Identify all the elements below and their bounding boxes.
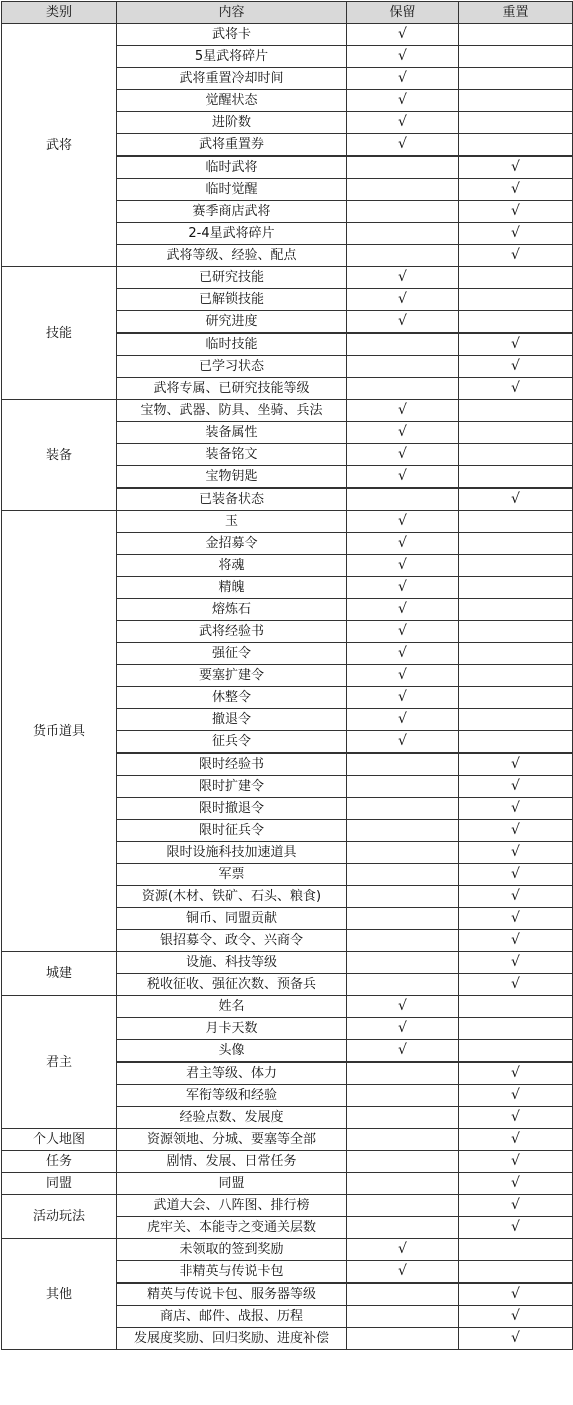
category-cell: 任务	[2, 1151, 117, 1173]
reset-cell: √	[459, 842, 573, 864]
keep-cell	[347, 842, 459, 864]
reset-cell	[459, 289, 573, 311]
keep-cell	[347, 974, 459, 996]
reset-cell: √	[459, 156, 573, 179]
keep-cell	[347, 753, 459, 776]
content-cell: 觉醒状态	[117, 90, 347, 112]
keep-cell	[347, 1283, 459, 1306]
content-cell: 头像	[117, 1040, 347, 1063]
content-cell: 军票	[117, 864, 347, 886]
reset-cell: √	[459, 201, 573, 223]
content-cell: 铜币、同盟贡献	[117, 908, 347, 930]
content-cell: 限时扩建令	[117, 776, 347, 798]
keep-cell	[347, 886, 459, 908]
reset-cell	[459, 134, 573, 157]
content-cell: 宝物、武器、防具、坐骑、兵法	[117, 400, 347, 422]
category-cell: 货币道具	[2, 511, 117, 952]
content-cell: 限时征兵令	[117, 820, 347, 842]
content-cell: 资源(木材、铁矿、石头、粮食)	[117, 886, 347, 908]
reset-cell: √	[459, 223, 573, 245]
content-cell: 5星武将碎片	[117, 46, 347, 68]
content-cell: 赛季商店武将	[117, 201, 347, 223]
content-cell: 同盟	[117, 1173, 347, 1195]
content-cell: 撤退令	[117, 709, 347, 731]
keep-cell	[347, 378, 459, 400]
keep-cell	[347, 1085, 459, 1107]
keep-cell: √	[347, 665, 459, 687]
reset-cell	[459, 511, 573, 533]
reset-cell	[459, 444, 573, 466]
content-cell: 已学习状态	[117, 356, 347, 378]
keep-cell: √	[347, 134, 459, 157]
content-cell: 武道大会、八阵图、排行榜	[117, 1195, 347, 1217]
keep-cell	[347, 356, 459, 378]
keep-cell: √	[347, 1239, 459, 1261]
reset-cell: √	[459, 1173, 573, 1195]
keep-cell: √	[347, 90, 459, 112]
reset-cell	[459, 68, 573, 90]
keep-cell: √	[347, 24, 459, 46]
keep-cell: √	[347, 709, 459, 731]
reset-cell: √	[459, 798, 573, 820]
reset-cell	[459, 24, 573, 46]
content-cell: 装备属性	[117, 422, 347, 444]
keep-cell	[347, 179, 459, 201]
keep-cell	[347, 223, 459, 245]
content-cell: 资源领地、分城、要塞等全部	[117, 1129, 347, 1151]
reset-cell: √	[459, 820, 573, 842]
keep-cell	[347, 1151, 459, 1173]
reset-cell	[459, 577, 573, 599]
content-cell: 已研究技能	[117, 267, 347, 289]
reset-cell	[459, 112, 573, 134]
keep-cell	[347, 201, 459, 223]
keep-cell	[347, 1328, 459, 1350]
content-cell: 未领取的签到奖励	[117, 1239, 347, 1261]
header-keep: 保留	[347, 2, 459, 24]
content-cell: 武将经验书	[117, 621, 347, 643]
content-cell: 武将重置券	[117, 134, 347, 157]
keep-cell	[347, 1062, 459, 1085]
content-cell: 临时技能	[117, 333, 347, 356]
content-cell: 武将卡	[117, 24, 347, 46]
keep-cell	[347, 156, 459, 179]
content-cell: 武将等级、经验、配点	[117, 245, 347, 267]
category-cell: 个人地图	[2, 1129, 117, 1151]
reset-cell	[459, 731, 573, 754]
keep-cell	[347, 820, 459, 842]
table-row	[2, 1195, 573, 1217]
reset-cell: √	[459, 1107, 573, 1129]
keep-cell	[347, 930, 459, 952]
reset-cell: √	[459, 952, 573, 974]
reset-cell	[459, 1040, 573, 1063]
keep-cell	[347, 488, 459, 511]
reset-cell	[459, 709, 573, 731]
content-cell: 税收征收、强征次数、预备兵	[117, 974, 347, 996]
reset-cell	[459, 267, 573, 289]
category-cell: 武将	[2, 24, 117, 267]
reset-cell: √	[459, 776, 573, 798]
table-row	[2, 24, 573, 46]
keep-cell: √	[347, 599, 459, 621]
table-row	[2, 1129, 573, 1151]
reset-cell: √	[459, 908, 573, 930]
table-row	[2, 400, 573, 422]
category-cell: 其他	[2, 1239, 117, 1350]
keep-cell: √	[347, 643, 459, 665]
reset-cell	[459, 466, 573, 489]
keep-cell	[347, 333, 459, 356]
content-cell: 熔炼石	[117, 599, 347, 621]
content-cell: 剧情、发展、日常任务	[117, 1151, 347, 1173]
keep-cell: √	[347, 621, 459, 643]
reset-cell	[459, 46, 573, 68]
keep-cell: √	[347, 422, 459, 444]
content-cell: 金招募令	[117, 533, 347, 555]
keep-cell	[347, 1173, 459, 1195]
content-cell: 已装备状态	[117, 488, 347, 511]
reset-cell	[459, 687, 573, 709]
content-cell: 装备铭文	[117, 444, 347, 466]
table-row	[2, 511, 573, 533]
keep-cell: √	[347, 1261, 459, 1284]
category-cell: 装备	[2, 400, 117, 511]
content-cell: 武将重置冷却时间	[117, 68, 347, 90]
content-cell: 银招募令、政令、兴商令	[117, 930, 347, 952]
header-category: 类别	[2, 2, 117, 24]
category-cell: 技能	[2, 267, 117, 400]
keep-cell	[347, 245, 459, 267]
reset-cell	[459, 1239, 573, 1261]
retention-table	[1, 1, 573, 1350]
header-content: 内容	[117, 2, 347, 24]
reset-cell: √	[459, 1062, 573, 1085]
content-cell: 非精英与传说卡包	[117, 1261, 347, 1284]
reset-cell	[459, 533, 573, 555]
keep-cell: √	[347, 555, 459, 577]
keep-cell: √	[347, 533, 459, 555]
content-cell: 姓名	[117, 996, 347, 1018]
content-cell: 君主等级、体力	[117, 1062, 347, 1085]
reset-cell	[459, 996, 573, 1018]
header-reset: 重置	[459, 2, 573, 24]
content-cell: 强征令	[117, 643, 347, 665]
reset-cell	[459, 400, 573, 422]
reset-cell: √	[459, 864, 573, 886]
reset-cell: √	[459, 1195, 573, 1217]
reset-cell: √	[459, 1129, 573, 1151]
keep-cell: √	[347, 444, 459, 466]
content-cell: 宝物钥匙	[117, 466, 347, 489]
keep-cell: √	[347, 511, 459, 533]
reset-cell	[459, 555, 573, 577]
content-cell: 月卡天数	[117, 1018, 347, 1040]
keep-cell: √	[347, 289, 459, 311]
reset-cell: √	[459, 753, 573, 776]
keep-cell: √	[347, 466, 459, 489]
reset-cell	[459, 90, 573, 112]
content-cell: 限时经验书	[117, 753, 347, 776]
table-header	[2, 2, 573, 24]
keep-cell: √	[347, 112, 459, 134]
table-row	[2, 1151, 573, 1173]
reset-cell: √	[459, 378, 573, 400]
keep-cell: √	[347, 1040, 459, 1063]
content-cell: 已解锁技能	[117, 289, 347, 311]
keep-cell: √	[347, 731, 459, 754]
reset-cell: √	[459, 1217, 573, 1239]
reset-cell	[459, 311, 573, 334]
content-cell: 将魂	[117, 555, 347, 577]
table-row	[2, 267, 573, 289]
reset-cell: √	[459, 488, 573, 511]
content-cell: 研究进度	[117, 311, 347, 334]
keep-cell	[347, 798, 459, 820]
content-cell: 休整令	[117, 687, 347, 709]
reset-cell	[459, 621, 573, 643]
content-cell: 2-4星武将碎片	[117, 223, 347, 245]
header-row	[2, 2, 573, 24]
table-row	[2, 1239, 573, 1261]
reset-cell: √	[459, 930, 573, 952]
keep-cell	[347, 952, 459, 974]
category-cell: 同盟	[2, 1173, 117, 1195]
table-body	[2, 24, 573, 1350]
reset-cell: √	[459, 179, 573, 201]
keep-cell	[347, 1129, 459, 1151]
table-row	[2, 996, 573, 1018]
keep-cell	[347, 776, 459, 798]
reset-cell	[459, 665, 573, 687]
keep-cell	[347, 1195, 459, 1217]
reset-cell	[459, 422, 573, 444]
category-cell: 君主	[2, 996, 117, 1129]
content-cell: 军衔等级和经验	[117, 1085, 347, 1107]
content-cell: 玉	[117, 511, 347, 533]
content-cell: 发展度奖励、回归奖励、进度补偿	[117, 1328, 347, 1350]
content-cell: 设施、科技等级	[117, 952, 347, 974]
category-cell: 城建	[2, 952, 117, 996]
content-cell: 要塞扩建令	[117, 665, 347, 687]
keep-cell	[347, 864, 459, 886]
keep-cell: √	[347, 68, 459, 90]
keep-cell: √	[347, 687, 459, 709]
reset-cell: √	[459, 1151, 573, 1173]
content-cell: 限时设施科技加速道具	[117, 842, 347, 864]
reset-cell	[459, 643, 573, 665]
table-row	[2, 1173, 573, 1195]
reset-cell	[459, 1261, 573, 1284]
reset-cell: √	[459, 333, 573, 356]
keep-cell	[347, 1306, 459, 1328]
content-cell: 精魄	[117, 577, 347, 599]
keep-cell: √	[347, 400, 459, 422]
reset-cell: √	[459, 1283, 573, 1306]
content-cell: 进阶数	[117, 112, 347, 134]
content-cell: 临时觉醒	[117, 179, 347, 201]
table-row	[2, 952, 573, 974]
content-cell: 征兵令	[117, 731, 347, 754]
content-cell: 临时武将	[117, 156, 347, 179]
category-cell: 活动玩法	[2, 1195, 117, 1239]
reset-cell: √	[459, 974, 573, 996]
reset-cell: √	[459, 1328, 573, 1350]
content-cell: 限时撤退令	[117, 798, 347, 820]
reset-cell: √	[459, 245, 573, 267]
content-cell: 商店、邮件、战报、历程	[117, 1306, 347, 1328]
keep-cell: √	[347, 311, 459, 334]
content-cell: 精英与传说卡包、服务器等级	[117, 1283, 347, 1306]
reset-cell: √	[459, 886, 573, 908]
keep-cell: √	[347, 577, 459, 599]
content-cell: 武将专属、已研究技能等级	[117, 378, 347, 400]
content-cell: 虎牢关、本能寺之变通关层数	[117, 1217, 347, 1239]
reset-cell: √	[459, 1306, 573, 1328]
keep-cell: √	[347, 46, 459, 68]
keep-cell	[347, 1107, 459, 1129]
keep-cell	[347, 1217, 459, 1239]
reset-cell: √	[459, 356, 573, 378]
content-cell: 经验点数、发展度	[117, 1107, 347, 1129]
reset-cell	[459, 599, 573, 621]
keep-cell	[347, 908, 459, 930]
keep-cell: √	[347, 996, 459, 1018]
reset-cell: √	[459, 1085, 573, 1107]
keep-cell: √	[347, 267, 459, 289]
reset-cell	[459, 1018, 573, 1040]
keep-cell: √	[347, 1018, 459, 1040]
